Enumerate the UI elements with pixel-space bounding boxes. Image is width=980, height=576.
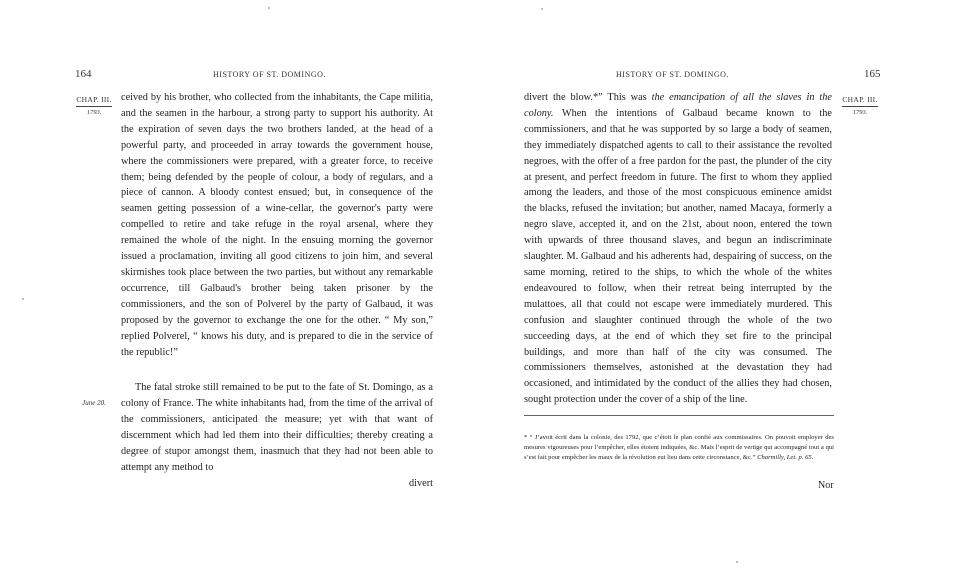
left-body (121, 90, 433, 492)
margin-year: 1793. (852, 109, 868, 116)
margin-chap: CHAP. III. (76, 94, 111, 107)
footnote-text: * “ J’avoit écrit dans la colonie, des 1792, que c’étoit le plan confié aux commissaires. On pouvoit employer des mesures vigoureuses pour l’empêcher, elles étoient indiquées, &c. Mais l’esprit de vertige qui accompagné tout a qui s’est fait pour empêcher les maux de la révolution eut lieu dans cette circonstance, &c.” (524, 434, 834, 462)
scan-speck (22, 298, 24, 300)
text-run: When the intentions of Galbaud became known to the commissioners, and that he was supported by so large a body of seamen, they immediately dispatched agents to call to their assistance the revolted negroes, with the offer of a free pardon for the past, the plunder of the city at present, and perfect freedom in future. The first to whom they applied among the leaders, and those of the most conspicuous eminence amidst the blacks, refused the invitation; but another, named Macaya, formerly a negro slave, accepted it, and on the 21st, about noon, entered the town with upwards of three thousand slaves, and begun an indiscriminate slaughter. M. Galbaud and his adherents had, despairing of success, on the same morning, retired to the ships, to which the whole of the whites endeavoured to follow, when their retreat being interrupted by the mulattoes, all that could not escape were immediately murdered. This confusion and slaughter continued through the whole of the two succeeding days, at the end of which they set fire to the principal buildings, and more than half of the city was consumed. The commissioners themselves, astonished at the devastation they had occasioned, and intimidated by the conduct of the allies they had chosen, sought protection under the cover of a ship of the line. (524, 107, 832, 406)
margin-year: 1793. (86, 109, 102, 116)
running-head: HISTORY OF ST. DOMINGO. (213, 70, 326, 79)
page-number: 165 (864, 68, 881, 80)
footnote-rule (524, 415, 834, 416)
margin-chapter-note (74, 94, 114, 118)
footnote-citation: Charmilly, Let. p. 65. (757, 454, 814, 462)
running-head: HISTORY OF ST. DOMINGO. (616, 70, 729, 79)
right-page (490, 0, 980, 576)
scan-speck (268, 7, 270, 9)
page-number: 164 (75, 68, 92, 80)
paragraph (524, 90, 832, 408)
italic-run: the emancipation of all the slaves in the colony. (524, 92, 832, 119)
paragraph: ceived by his brother, who collected from the inhabitants, the Cape militia, and the seamen in the harbour, a strong party to support his authority. At the expiration of seven days the two brothers landed, at the head of a powerful party, and proceeded in array towards the government house, where the commissioners were prepared, with a greater force, to receive them; being defended by the people of colour, a body of regulars, and a piece of cannon. A bloody contest ensued; but, in consequence of the seamen getting possession of a wine-cellar, the governor's party were compelled to retire and take refuge in the royal arsenal, where they remained the whole of the night. In the ensuing morning the governor issued a proclamation, inviting all good citizens to join him, and several skirmishes took place between the two parties, but without any remarkable occurrence, till Galbaud's brother being taken prisoner by the commissioners, and the son of Polverel by the party of Galbaud, it was proposed by the governor to exchange the one for the other. “ My son,” replied Polverel, “ knows his duty, and is prepared to die in the service of the republic!” (121, 92, 433, 358)
catchword: divert (408, 477, 433, 489)
scan-speck (541, 8, 543, 10)
paragraph: The fatal stroke still remained to be put to the fate of St. Domingo, as a colony of France. The white inhabitants had, from the time of the arrival of the commissioners, anticipated the measure; yet with that want of discernment which had led them into their difficulties; thereby creating a degree of stupor amongst them, inasmuch that they had not been able to attempt any method to (121, 382, 433, 473)
catchword: Nor (818, 480, 834, 491)
right-body (524, 90, 832, 408)
text-run: divert the blow.*” This was (524, 92, 652, 103)
margin-chapter-note (838, 94, 882, 118)
footnote (524, 433, 834, 464)
margin-chap: CHAP. III. (842, 94, 877, 107)
scan-speck (736, 561, 738, 563)
margin-date: June 20. (82, 399, 106, 407)
